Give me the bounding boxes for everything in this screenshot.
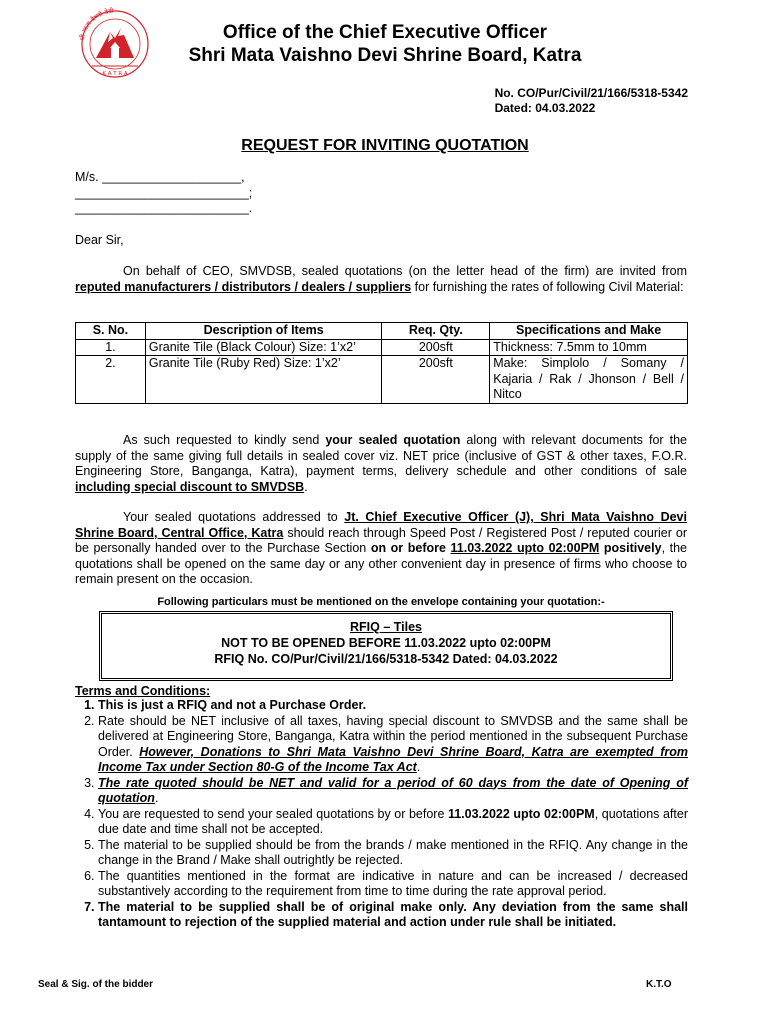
reference-date: Dated: 04.03.2022 [494,101,596,115]
list-item: 7. The material to be supplied shall be of original make only. Any deviation from the same shall tantamount to rejection of the supplied material and action under rule shall be initiated. [98,900,688,931]
table-cell: Granite Tile (Ruby Red) Size: 1’x2’ [145,356,382,404]
terms-list [75,698,688,931]
envelope-line: RFIQ No. CO/Pur/Civil/21/166/5318-5342 Dated: 04.03.2022 [214,652,558,666]
envelope-line: RFIQ – Tiles [349,620,422,634]
items-table [75,322,688,404]
paragraph-submission: As such requested to kindly send your sealed quotation along with relevant documents for the supply of the same giving full details in sealed cover viz. NET price (inclusive of GST & other taxes, F.O.R. Engineering Store, Banganga, Katra), payment terms, delivery schedule and other conditions of sale including special discount to SMVDSB. [75,433,687,494]
column-header: Req. Qty. [382,323,490,340]
list-item: 4. You are requested to send your sealed quotations by or before 11.03.2022 upto 02:00PM, quotations after due date and time shall not be accepted. [98,807,688,838]
table-cell: Granite Tile (Black Colour) Size: 1’x2’ [145,339,382,356]
supplier-types: reputed manufacturers / distributors / dealers / suppliers [75,279,412,294]
officer-initials: K.T.O [646,979,672,990]
table-cell: 200sft [382,339,490,356]
envelope-box [99,611,673,681]
envelope-line: NOT TO BE OPENED BEFORE 11.03.2022 upto 02:00PM [221,636,551,650]
addressee-line: _________________________; [75,185,253,200]
envelope-instructions: Following particulars must be mentioned on the envelope containing your quotation:- [157,596,605,608]
table-cell: Thickness: 7.5mm to 10mm [490,339,688,356]
office-title: Office of the Chief Executive Officer [222,22,548,43]
svg-text:श्री माता वैष्णो देवी: श्री माता वैष्णो देवी [78,6,115,42]
board-title: Shri Mata Vaishno Devi Shrine Board, Katra [188,45,582,66]
table-cell: Make: Simplolo / Somany / Kajaria / Rak / Jhonson / Bell / Nitco [490,356,688,404]
bidder-signature-label: Seal & Sig. of the bidder [38,979,154,990]
table-cell: 200sft [382,356,490,404]
paragraph-invitation: On behalf of CEO, SMVDSB, sealed quotations (on the letter head of the firm) are invited from reputed manufacturers / distributors / dealers / suppliers for furnishing the rates of following Civil Material: [75,264,687,294]
addressee-line: M/s. ____________________, [75,170,245,184]
table-row [76,356,688,404]
paragraph-address: Your sealed quotations addressed to Jt. Chief Executive Officer (J), Shri Mata Vaishno Devi Shrine Board, Central Office, Katra should reach through Speed Post / Registered Post / reputed courier or be personally handed over to the Purchase Section on or before 11.03.2022 upto 02:00PM positively, the quotations shall be opened on the same day or any other convenient day in presence of firms who choose to remain present on the occasion. [75,510,687,586]
table-cell: 2. [76,356,146,404]
column-header: Description of Items [145,323,382,340]
shrine-board-logo-icon [74,6,156,80]
list-item: 6. The quantities mentioned in the format are indicative in nature and can be increased / decreased substantively according to the requirement from time to time during the rate approval period. [98,869,688,900]
document-heading: REQUEST FOR INVITING QUOTATION [241,137,529,154]
table-row [76,339,688,356]
addressee-block [75,170,252,217]
list-item: 5. The material to be supplied should be from the brands / make mentioned in the RFIQ. Any change in the change in the Brand / Make shall outrightly be rejected. [98,838,688,869]
svg-text:K A T R A: K A T R A [102,71,128,77]
list-item: 2. Rate should be NET inclusive of all taxes, having special discount to SMVDSB and the same shall be delivered at Engineering Store, Banganga, Katra within the period mentioned in the subsequent Purchase Order. However, Donations to Shri Mata Vaishno Devi Shrine Board, Katra are exempted from Income Tax under Section 80-G of the Income Tax Act. [98,714,688,776]
table-cell: 1. [76,339,146,356]
addressee-line: _________________________. [75,201,253,215]
list-item: 3. The rate quoted should be NET and valid for a period of 60 days from the date of Opening of quotation. [98,776,688,807]
reference-number: No. CO/Pur/Civil/21/166/5318-5342 [494,86,688,100]
column-header: S. No. [76,323,146,340]
salutation: Dear Sir, [75,233,124,247]
column-header: Specifications and Make [490,323,688,340]
reference-block [495,86,688,116]
list-item: 1. This is just a RFIQ and not a Purchase Order. [98,698,688,714]
terms-heading: Terms and Conditions: [75,684,211,698]
table-header-row [76,323,688,340]
